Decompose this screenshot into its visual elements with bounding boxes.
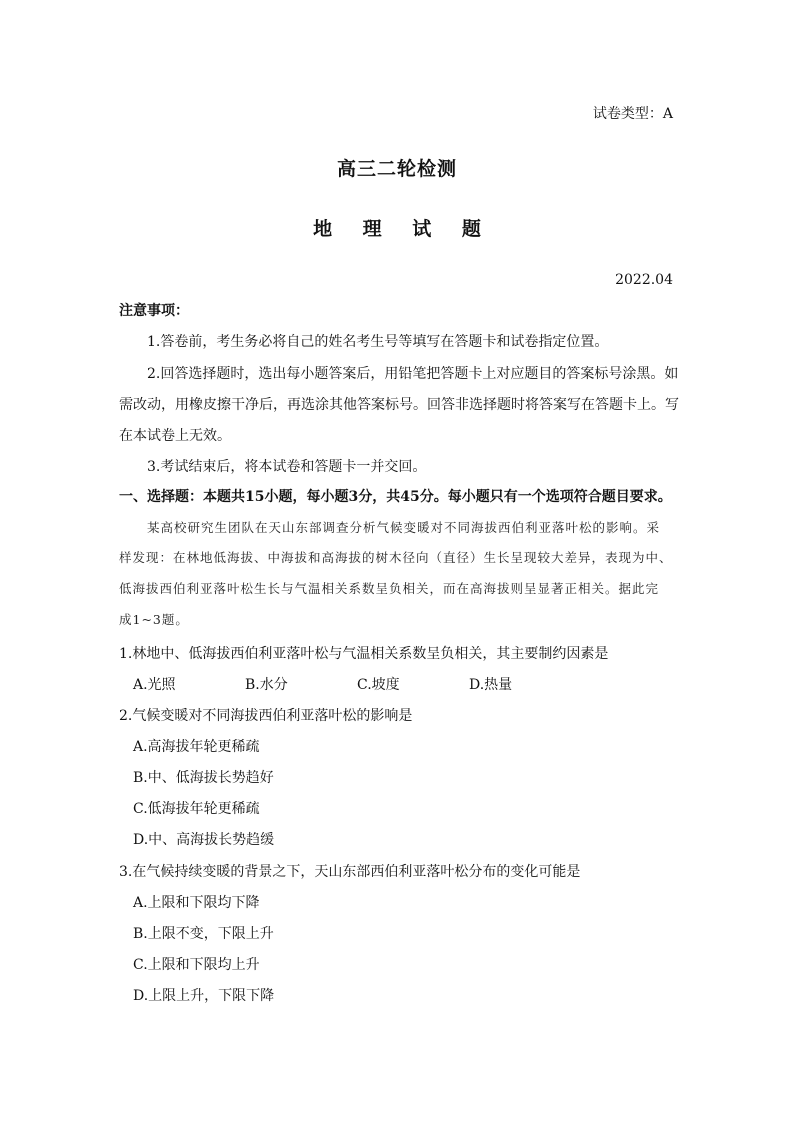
passage-line-3: 低海拔西伯利亚落叶松生长与气温相关系数呈负相关，而在高海拔则呈显著正相关。据此完 <box>119 581 660 596</box>
notice-item-1: 1.答卷前，考生务必将自己的姓名考生号等填写在答题卡和试卷指定位置。 <box>147 334 609 350</box>
question-1-option-a: A.光照 <box>133 677 176 693</box>
notice-item-2-line-3: 在本试卷上无效。 <box>119 428 231 444</box>
passage-line-4: 成1~3题。 <box>119 612 189 627</box>
passage-line-1: 某高校研究生团队在天山东部调查分析气候变暖对不同海拔西伯利亚落叶松的影响。采 <box>147 520 661 535</box>
question-3-option-d: D.上限上升，下限下降 <box>133 988 275 1004</box>
question-3-option-a: A.上限和下限均下降 <box>133 895 260 911</box>
question-1-stem: 1.林地中、低海拔西伯利亚落叶松与气温相关系数呈负相关，其主要制约因素是 <box>119 646 609 662</box>
question-1-option-b: B.水分 <box>245 677 288 693</box>
exam-date: 2022.04 <box>615 272 673 288</box>
paper-type-label: 试卷类型：A <box>592 106 673 122</box>
notice-item-3: 3.考试结束后，将本试卷和答题卡一并交回。 <box>147 459 427 475</box>
question-3-stem: 3.在气候持续变暖的背景之下，天山东部西伯利亚落叶松分布的变化可能是 <box>119 864 581 880</box>
question-2-option-a: A.高海拔年轮更稀疏 <box>133 739 260 755</box>
question-2-option-b: B.中、低海拔长势趋好 <box>133 770 274 786</box>
exam-subject-title: 地 理 试 题 <box>313 218 493 240</box>
question-2-option-c: C.低海拔年轮更稀疏 <box>133 801 260 817</box>
section-1-heading: 一、选择题：本题共15小题，每小题3分，共45分。每小题只有一个选项符合题目要求。 <box>119 489 672 505</box>
question-2-option-d: D.中、高海拔长势趋缓 <box>133 832 275 848</box>
question-2-stem: 2.气候变暖对不同海拔西伯利亚落叶松的影响是 <box>119 708 413 724</box>
question-3-option-c: C.上限和下限均上升 <box>133 957 260 973</box>
notice-item-2-line-1: 2.回答选择题时，选出每小题答案后，用铅笔把答题卡上对应题目的答案标号涂黑。如 <box>147 366 679 382</box>
question-3-option-b: B.上限不变，下限上升 <box>133 926 274 942</box>
question-1-option-c: C.坡度 <box>357 677 400 693</box>
exam-title: 高三二轮检测 <box>336 158 457 180</box>
notice-item-2-line-2: 需改动，用橡皮擦干净后，再选涂其他答案标号。回答非选择题时将答案写在答题卡上。写 <box>119 397 679 413</box>
notice-heading: 注意事项： <box>119 303 189 319</box>
passage-line-2: 样发现：在林地低海拔、中海拔和高海拔的树木径向（直径）生长呈现较大差异，表现为中、 <box>119 550 673 565</box>
question-1-option-d: D.热量 <box>469 677 513 693</box>
